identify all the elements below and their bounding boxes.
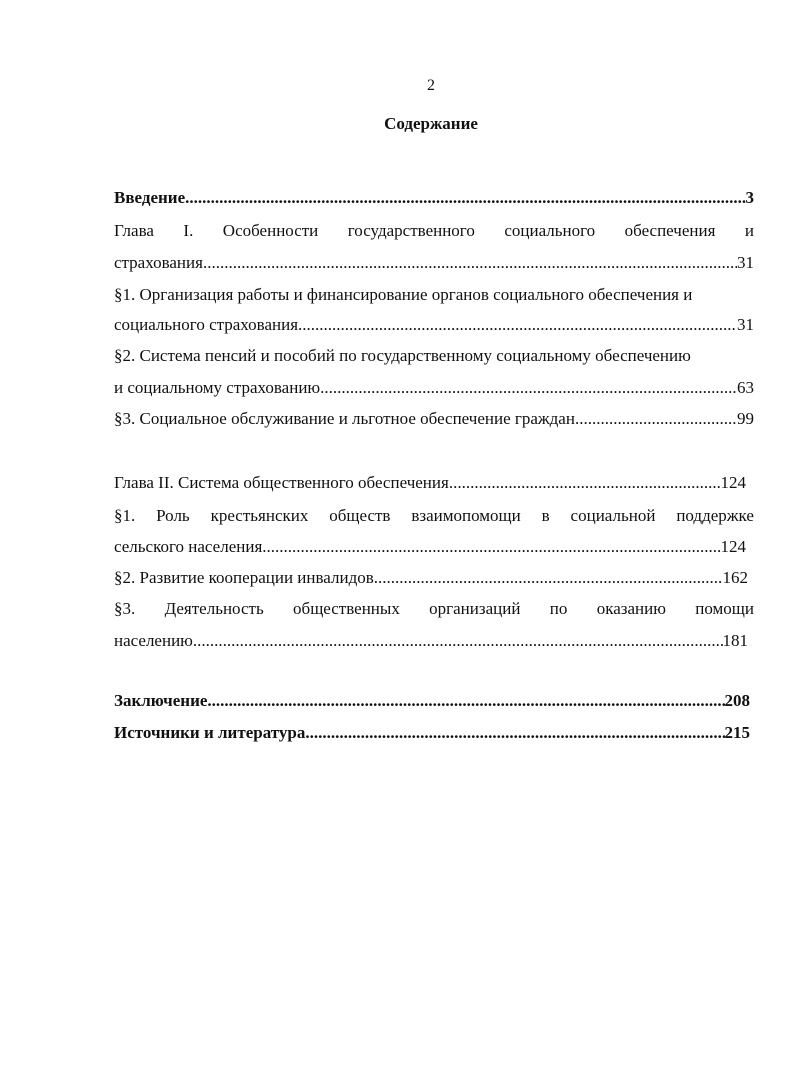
toc-word: крестьянских	[210, 506, 309, 525]
toc-page: 99	[737, 409, 754, 428]
toc-word: обществ	[329, 506, 391, 525]
toc-ch2-section2	[114, 567, 748, 589]
toc-label: Введение	[114, 188, 186, 207]
toc-ch1-section2-line1: §2. Система пенсий и пособий по государственному социальному обеспечению	[114, 346, 691, 365]
toc-word: Глава	[114, 221, 154, 240]
toc-ch2-section1-line2	[114, 536, 746, 558]
toc-chapter2-heading	[114, 472, 746, 494]
toc-entry-intro	[114, 187, 754, 209]
toc-page: 181	[722, 631, 748, 650]
toc-label: §3. Социальное обслуживание и льготное обеспечение граждан	[114, 409, 575, 428]
toc-ch1-section2-line2	[114, 377, 754, 399]
toc-entry-sources	[114, 722, 750, 744]
toc-word: взаимопомощи	[411, 506, 521, 525]
toc-label: Глава II. Система общественного обеспечения	[114, 473, 449, 492]
toc-word: I.	[183, 221, 194, 240]
toc-ch2-section1-line1	[114, 505, 754, 527]
toc-word: оказанию	[596, 599, 666, 618]
toc-leader-dots	[193, 630, 723, 652]
toc-word: §3.	[114, 599, 136, 618]
toc-word: обеспечения	[624, 221, 716, 240]
toc-chapter1-heading	[114, 220, 754, 242]
toc-chapter1-heading-end	[114, 252, 754, 274]
toc-label: страхования	[114, 253, 203, 272]
toc-leader-dots	[575, 408, 737, 430]
toc-page: 208	[724, 691, 750, 710]
toc-label: и социальному страхованию	[114, 378, 321, 397]
toc-ch2-section3-line2	[114, 630, 748, 652]
toc-leader-dots	[203, 252, 737, 274]
toc-word: общественных	[293, 599, 400, 618]
toc-word: Деятельность	[164, 599, 264, 618]
toc-ch2-section3-line1	[114, 598, 754, 620]
page-title: Содержание	[384, 114, 478, 133]
toc-word: и	[744, 221, 754, 240]
toc-leader-dots	[298, 314, 737, 336]
toc-word: по	[549, 599, 568, 618]
toc-page: 31	[737, 253, 754, 272]
toc-label: населению	[114, 631, 193, 650]
toc-ch1-section1-line1: §1. Организация работы и финансирование органов социального обеспечения и	[114, 285, 693, 304]
toc-word: организаций	[429, 599, 521, 618]
toc-word: поддержке	[676, 506, 754, 525]
toc-label: сельского населения	[114, 537, 263, 556]
toc-label: Источники и литература	[114, 723, 306, 742]
toc-word: помощи	[695, 599, 754, 618]
toc-word: государственного	[347, 221, 475, 240]
toc-word: Роль	[156, 506, 190, 525]
toc-ch1-section3	[114, 408, 754, 430]
toc-leader-dots	[207, 690, 724, 712]
toc-word: §1.	[114, 506, 136, 525]
toc-page: 124	[720, 537, 746, 556]
toc-page: 63	[737, 378, 754, 397]
toc-word: в	[541, 506, 550, 525]
toc-page: 3	[745, 188, 754, 207]
toc-leader-dots	[305, 722, 724, 744]
toc-page: 31	[737, 315, 754, 334]
toc-leader-dots	[262, 536, 720, 558]
toc-page: 215	[724, 723, 750, 742]
toc-page: 162	[722, 568, 748, 587]
toc-entry-conclusion	[114, 690, 750, 712]
toc-leader-dots	[320, 377, 737, 399]
toc-ch1-section1-line2	[114, 314, 754, 336]
toc-leader-dots	[185, 187, 745, 209]
toc-label: Заключение	[114, 691, 208, 710]
toc-page: 124	[720, 473, 746, 492]
toc-label: социального страхования	[114, 315, 299, 334]
page-number: 2	[427, 77, 435, 94]
toc-label: §2. Развитие кооперации инвалидов	[114, 568, 374, 587]
toc-leader-dots	[374, 567, 723, 589]
toc-word: Особенности	[222, 221, 319, 240]
toc-word: социальной	[570, 506, 656, 525]
toc-leader-dots	[449, 472, 721, 494]
toc-word: социального	[504, 221, 596, 240]
